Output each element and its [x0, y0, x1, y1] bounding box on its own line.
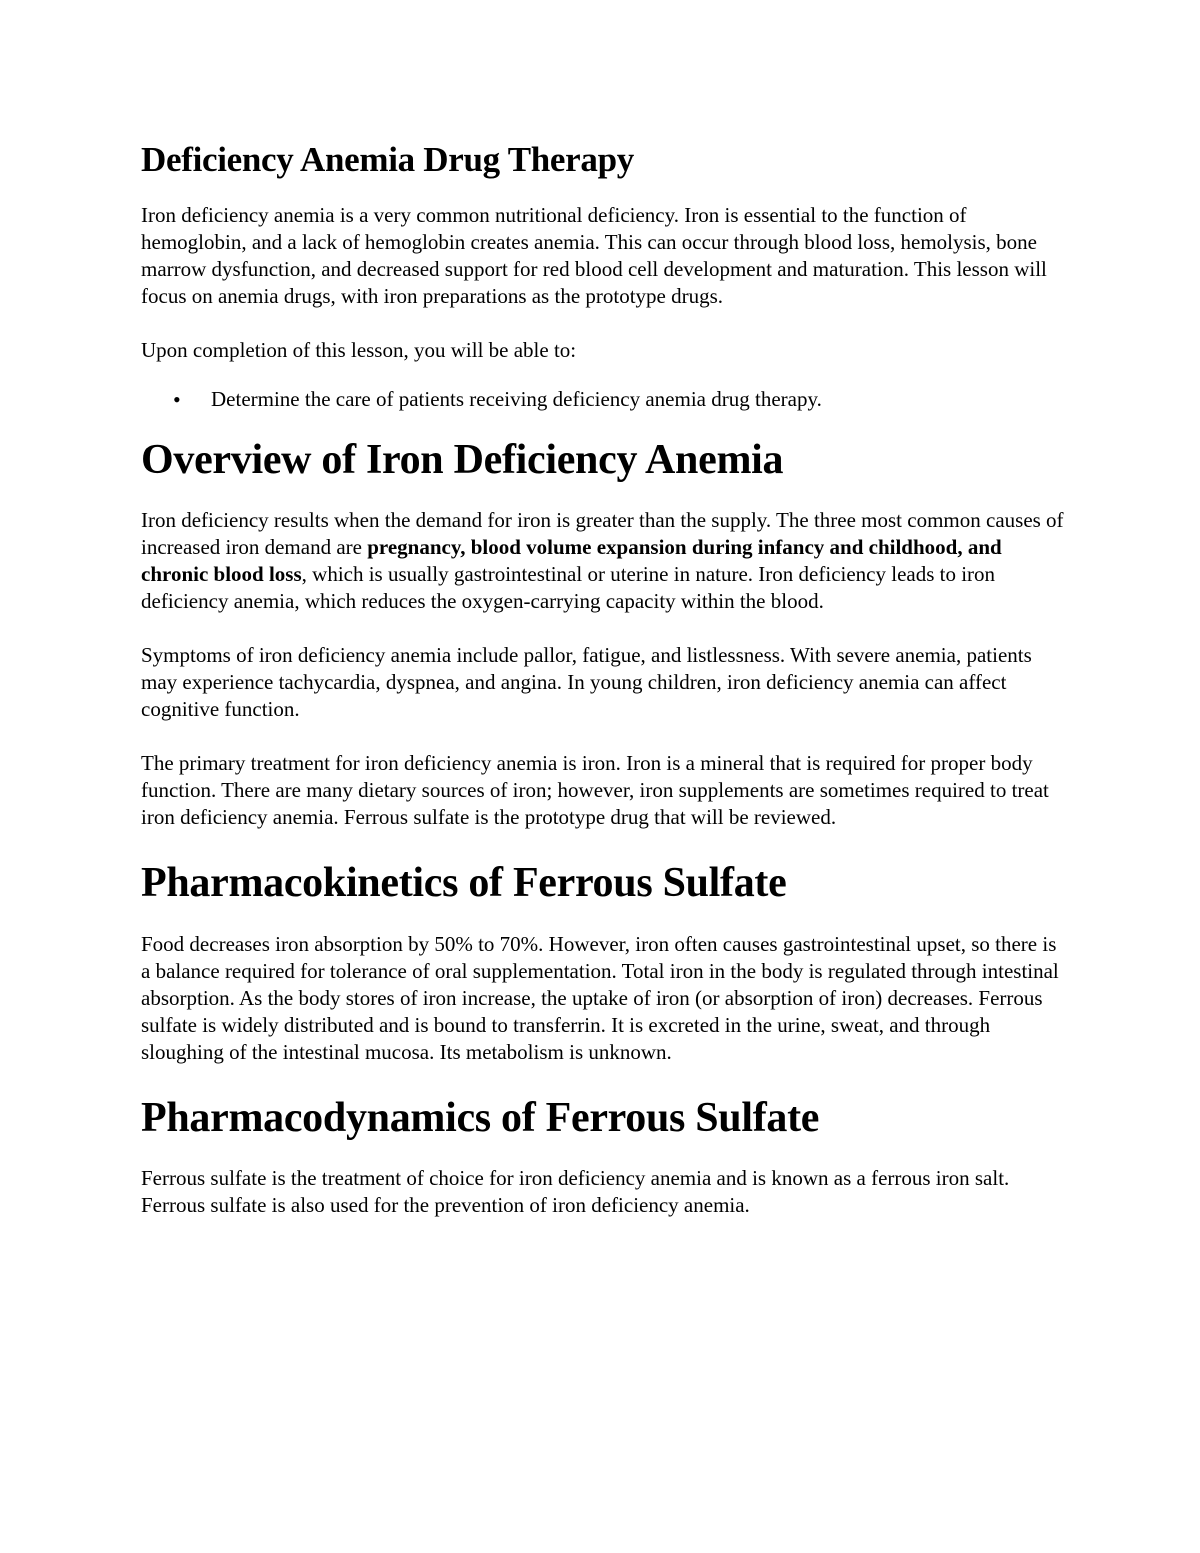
overview-paragraph-2: Symptoms of iron deficiency anemia include pallor, fatigue, and listlessness. With severe anemia, patients may experience tachycardia, dyspnea, and angina. In young children, iron deficiency anemia can affect cognitive function.	[141, 643, 1032, 722]
overview-p1-after: , which is usually gastrointestinal or uterine in nature. Iron deficiency leads to iron deficiency anemia, which reduces the oxygen-carrying capacity within the blood.	[141, 562, 996, 614]
overview-heading: Overview of Iron Deficiency Anemia	[141, 436, 784, 483]
document-page	[141, 138, 1066, 1246]
overview-p1-bold: pregnancy, blood volume expansion during infancy and childhood, and chronic blood loss	[141, 535, 1002, 587]
intro-paragraph: Iron deficiency anemia is a very common nutritional deficiency. Iron is essential to the function of hemoglobin, and a lack of hemoglobin creates anemia. This can occur through blood loss, hemolysis, bone marrow dysfunction, and decreased support for red blood cell development and maturation. This lesson will focus on anemia drugs, with iron preparations as the prototype drugs.	[141, 202, 1047, 308]
overview-paragraph-3: The primary treatment for iron deficiency anemia is iron. Iron is a mineral that is required for proper body function. There are many dietary sources of iron; however, iron supplements are sometimes required to treat iron deficiency anemia. Ferrous sulfate is the prototype drug that will be reviewed.	[141, 751, 1049, 830]
objective-item: • Determine the care of patients receiving deficiency anemia drug therapy.	[211, 386, 1066, 413]
objectives-list	[141, 386, 1066, 413]
pharmacodynamics-heading: Pharmacodynamics of Ferrous Sulfate	[141, 1094, 820, 1141]
objectives-lead: Upon completion of this lesson, you will be able to:	[141, 337, 577, 362]
pharmacokinetics-paragraph: Food decreases iron absorption by 50% to 70%. However, iron often causes gastrointestinal upset, so there is a balance required for tolerance of oral supplementation. Total iron in the body is regulated through intestinal absorption. As the body stores of iron increase, the uptake of iron (or absorption of iron) decreases. Ferrous sulfate is widely distributed and is bound to transferrin. It is excreted in the urine, sweat, and through sloughing of the intestinal mucosa. Its metabolism is unknown.	[141, 931, 1059, 1064]
overview-p1-before: Iron deficiency results when the demand for iron is greater than the supply. The three most common causes of increased iron demand are	[141, 508, 1064, 560]
pharmacodynamics-paragraph: Ferrous sulfate is the treatment of choice for iron deficiency anemia and is known as a ferrous iron salt. Ferrous sulfate is also used for the prevention of iron deficiency anemia.	[141, 1165, 1010, 1217]
document-title: Deficiency Anemia Drug Therapy	[141, 140, 634, 179]
overview-paragraph-1	[141, 507, 1066, 615]
pharmacokinetics-heading: Pharmacokinetics of Ferrous Sulfate	[141, 860, 787, 907]
